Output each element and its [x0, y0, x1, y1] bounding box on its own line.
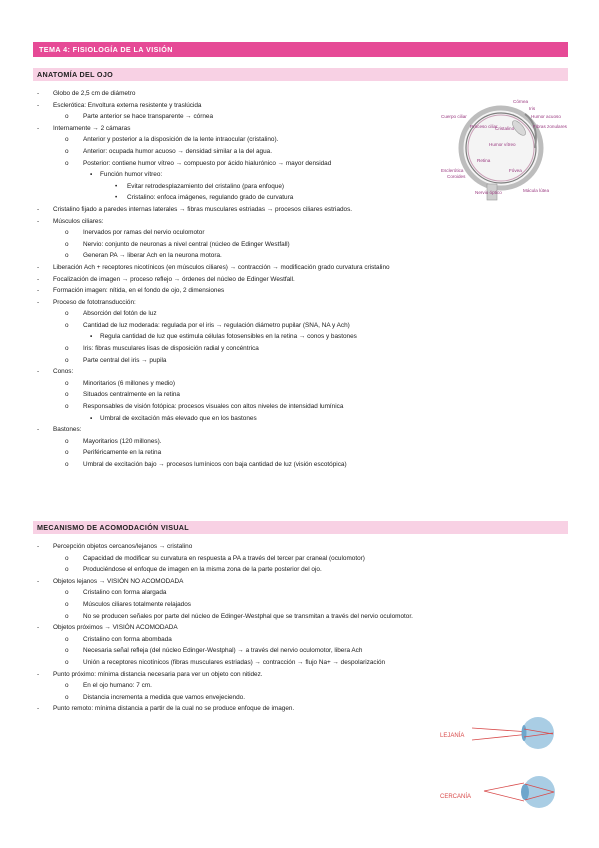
bullet-marker: - — [37, 670, 40, 678]
label-iris: Iris — [529, 106, 536, 111]
bullet-marker: - — [37, 624, 40, 632]
list-item-text: Focalización de imagen → proceso reflejo → órdenes del núcleo de Edinger Westfall. — [53, 275, 295, 283]
bullet-marker: o — [65, 449, 69, 457]
label-cornea: Córnea — [513, 99, 529, 104]
bullet-marker: o — [65, 379, 69, 387]
list-item-text: Periféricamente en la retina — [83, 449, 162, 457]
list-item-text: Objetos lejanos → VISIÓN NO ACOMODADA — [53, 577, 184, 585]
bullet-marker: o — [65, 600, 69, 608]
list-item-text: Parte anterior se hace transparente → córnea — [83, 113, 214, 121]
bullet-marker: o — [65, 403, 69, 411]
list-item — [33, 216, 503, 228]
section-heading-anatomy: ANATOMÍA DEL OJO — [33, 68, 568, 81]
list-item — [33, 111, 503, 123]
list-item-text: Anterior y posterior a la disposición de la lente intraocular (cristalino). — [83, 136, 279, 144]
bullet-marker: o — [65, 612, 69, 620]
list-item — [33, 331, 503, 343]
list-item — [33, 634, 503, 646]
bullet-marker: o — [65, 356, 69, 364]
list-item-text: Objetos próximos → VISIÓN ACOMODADA — [53, 624, 178, 632]
bullet-marker: ▪ — [90, 333, 93, 341]
list-item-text: Proceso de fototransducción: — [53, 298, 136, 306]
list-item — [33, 599, 503, 611]
list-item — [33, 389, 503, 401]
far-ray-top — [472, 728, 530, 732]
list-item-text: Situados centralmente en la retina — [83, 391, 180, 399]
far-ray-bottom — [472, 734, 530, 740]
bullet-marker: o — [65, 554, 69, 562]
bullet-marker: - — [37, 543, 40, 550]
list-item — [33, 355, 503, 367]
list-item-text: Minoritarios (6 millones y medio) — [83, 379, 175, 387]
bullet-marker: - — [37, 205, 40, 213]
bullet-marker: - — [37, 368, 40, 376]
list-item-text: Generan PA → liberar Ach en la neurona motora. — [83, 252, 222, 260]
list-item — [33, 553, 503, 565]
list-item-text: Músculos ciliares totalmente relajados — [83, 600, 191, 608]
section-heading-accommodation: MECANISMO DE ACOMODACIÓN VISUAL — [33, 521, 568, 534]
near-ray-top — [484, 783, 524, 791]
list-item-text: Umbral de excitación más elevado que en los bastones — [100, 414, 257, 422]
list-item-text: Iris: fibras musculares lisas de disposición radial y concéntrica — [83, 345, 259, 353]
page-title: TEMA 4: FISIOLOGÍA DE LA VISIÓN — [33, 42, 568, 57]
list-item — [33, 447, 503, 459]
bullet-marker: o — [65, 635, 69, 643]
label-humor-vitreo: Humor vítreo — [489, 142, 516, 147]
accommodation-figure — [438, 715, 566, 827]
anatomy-list — [33, 88, 503, 471]
list-item-text: En el ojo humano: 7 cm. — [83, 682, 152, 690]
bullet-marker: o — [65, 159, 69, 167]
list-item — [33, 703, 503, 715]
list-item-text: Evitar retrodesplazamiento del cristalino (para enfoque) — [127, 182, 285, 190]
accommodation-list — [33, 541, 503, 715]
list-item — [33, 308, 503, 320]
far-lens — [522, 725, 527, 741]
label-cristalino: Cristalino — [495, 126, 515, 131]
bullet-marker: o — [65, 647, 69, 655]
list-item-text: Capacidad de modificar su curvatura en respuesta a PA a través del tercer par craneal (oculomotor) — [83, 554, 365, 562]
list-item — [33, 134, 503, 146]
list-item — [33, 587, 503, 599]
list-item-text: Parte central del iris → pupila — [83, 356, 167, 364]
list-item — [33, 424, 503, 436]
list-item-text: Cantidad de luz moderada: regulada por el iris → regulación diámetro pupilar (SNA, NA y Ach) — [83, 321, 350, 329]
list-item-text: Umbral de excitación bajo → procesos lumínicos con baja cantidad de luz (visión escotópica) — [83, 461, 347, 468]
list-item — [33, 146, 503, 158]
list-item — [33, 378, 503, 390]
list-item-text: Produciéndose el enfoque de imagen en la misma zona de la parte posterior del ojo. — [83, 566, 322, 574]
bullet-marker: - — [37, 275, 40, 283]
list-item — [33, 262, 503, 274]
list-item-text: Distancia incrementa a medida que vamos envejeciendo. — [83, 693, 245, 701]
list-item — [33, 250, 503, 262]
list-item-text: Responsables de visión fotópica: procesos visuales con altos niveles de intensidad lumínica — [83, 403, 344, 411]
list-item-text: Inervados por ramas del nervio oculomotor — [83, 229, 205, 237]
list-item — [33, 100, 503, 112]
bullet-marker: o — [65, 147, 69, 155]
bullet-marker: - — [37, 217, 40, 225]
list-item-text: Globo de 2,5 cm de diámetro — [53, 90, 136, 97]
list-item-text: Músculos ciliares: — [53, 217, 104, 225]
label-esclerotica: Esclerótica — [441, 168, 464, 173]
bullet-marker: o — [65, 461, 69, 468]
list-item — [33, 169, 503, 181]
label-macula-lutea: Mácula lútea — [523, 188, 550, 193]
bullet-marker: - — [37, 90, 40, 97]
bullet-marker: - — [37, 287, 40, 295]
bullet-marker: - — [37, 426, 40, 434]
bullet-marker: o — [65, 682, 69, 690]
list-item-text: Anterior: ocupada humor acuoso → densidad similar a la del agua. — [83, 147, 272, 155]
near-ray-bottom — [484, 791, 524, 801]
list-item — [33, 564, 503, 576]
list-item-text: Cristalino: enfoca imágenes, regulando grado de curvatura — [127, 194, 294, 202]
bullet-marker: o — [65, 566, 69, 574]
list-item — [33, 343, 503, 355]
list-item-text: No se producen señales por parte del núcleo de Edinger-Westphal que se transmitan a través del nervio oculomotor. — [83, 612, 413, 620]
list-item-text: Absorción del fotón de luz — [83, 310, 157, 318]
near-label: CERCANÍA — [440, 794, 472, 800]
label-fibras-zonulares: Fibras zonulares — [533, 124, 567, 129]
eye-anatomy-diagram — [437, 96, 567, 204]
bullet-marker: o — [65, 658, 69, 666]
list-item-text: Bastones: — [53, 426, 82, 434]
list-item — [33, 669, 503, 681]
list-item — [33, 541, 503, 553]
list-item — [33, 413, 503, 425]
list-item — [33, 401, 503, 413]
list-item-text: Liberación Ach + receptores nicotínicos (en músculos ciliares) → contracción → modificación grado curvatura cristalino — [53, 263, 390, 271]
bullet-marker: ▪ — [90, 414, 93, 422]
list-item-text: Función humor vítreo: — [100, 171, 163, 179]
list-item — [33, 436, 503, 448]
list-item — [33, 645, 503, 657]
bullet-marker: o — [65, 693, 69, 701]
list-item — [33, 181, 503, 193]
list-item — [33, 366, 503, 378]
list-item — [33, 297, 503, 309]
list-item-text: Cristalino con forma abombada — [83, 635, 172, 643]
label-retina: Retina — [477, 158, 491, 163]
label-nervio-optico: Nervio óptico — [475, 190, 502, 195]
bullet-marker: o — [65, 113, 69, 121]
list-item-text: Conos: — [53, 368, 74, 376]
bullet-marker: - — [37, 124, 40, 132]
sclera-ring — [461, 108, 541, 188]
bullet-marker: - — [37, 705, 40, 713]
bullet-marker: o — [65, 321, 69, 329]
list-item-text: Cristalino con forma alargada — [83, 589, 167, 597]
list-item-text: Esclerótica: Envoltura externa resistente y traslúcida — [53, 101, 202, 109]
list-item-text: Punto próximo: mínima distancia necesaria para ver un objeto con nitidez. — [53, 670, 263, 678]
list-item — [33, 123, 503, 135]
near-lens — [521, 784, 529, 800]
list-item — [33, 285, 503, 297]
list-item-text: Punto remoto: mínima distancia a partir de la cual no se produce enfoque de imagen. — [53, 705, 295, 713]
bullet-marker: - — [37, 263, 40, 271]
list-item-text: Formación imagen: nítida, en el fondo de ojo, 2 dimensiones — [53, 287, 225, 295]
list-item — [33, 692, 503, 704]
list-item — [33, 274, 503, 286]
list-item — [33, 204, 503, 216]
list-item-text: Nervio: conjunto de neuronas a nivel central (núcleo de Edinger Westfall) — [83, 240, 290, 248]
far-label: LEJANÍA — [440, 733, 465, 739]
bullet-marker: o — [65, 229, 69, 237]
list-item — [33, 158, 503, 170]
bullet-marker: o — [65, 391, 69, 399]
list-item — [33, 239, 503, 251]
list-item-text: Necesaria señal refleja (del núcleo Edinger-Westphal) → a través del nervio oculomotor, libera Ach — [83, 647, 363, 655]
bullet-marker: - — [37, 101, 40, 109]
bullet-marker: o — [65, 345, 69, 353]
list-item — [33, 576, 503, 588]
bullet-marker: o — [65, 310, 69, 318]
bullet-marker: - — [37, 577, 40, 585]
bullet-marker: • — [115, 194, 118, 202]
label-fovea: Fóvea — [509, 168, 522, 173]
list-item — [33, 657, 503, 669]
list-item — [33, 622, 503, 634]
list-item — [33, 88, 503, 100]
list-item-text: Cristalino fijado a paredes internas laterales → fibras musculares estriadas → procesos ciliares estriados. — [53, 205, 353, 213]
list-item — [33, 611, 503, 623]
bullet-marker: o — [65, 240, 69, 248]
list-item-text: Percepción objetos cercanos/lejanos → cristalino — [53, 543, 193, 550]
label-cuerpo-ciliar: Cuerpo ciliar — [441, 114, 467, 119]
list-item-text: Mayoritarios (120 millones). — [83, 437, 162, 445]
label-humor-acuoso: Humor acuoso — [531, 114, 561, 119]
label-proceso-ciliar: Proceso ciliar — [470, 124, 498, 129]
bullet-marker: - — [37, 298, 40, 306]
list-item-text: Regula cantidad de luz que estimula células fotosensibles en la retina → conos y bastones — [100, 333, 357, 341]
bullet-marker: o — [65, 437, 69, 445]
list-item — [33, 227, 503, 239]
list-item-text: Unión a receptores nicotínicos (fibras musculares estriadas) → contracción → flujo Na+ → despolarización — [83, 658, 386, 666]
bullet-marker: • — [115, 182, 118, 190]
list-item — [33, 459, 503, 471]
bullet-marker: o — [65, 252, 69, 260]
bullet-marker: ▪ — [90, 171, 93, 179]
list-item — [33, 680, 503, 692]
list-item-text: Posterior: contiene humor vítreo → compuesto por ácido hialurónico → mayor densidad — [83, 159, 332, 167]
label-coroides: Coroides — [447, 174, 466, 179]
list-item — [33, 320, 503, 332]
bullet-marker: o — [65, 589, 69, 597]
list-item-text: Internamente → 2 cámaras — [53, 124, 131, 132]
bullet-marker: o — [65, 136, 69, 144]
list-item — [33, 192, 503, 204]
